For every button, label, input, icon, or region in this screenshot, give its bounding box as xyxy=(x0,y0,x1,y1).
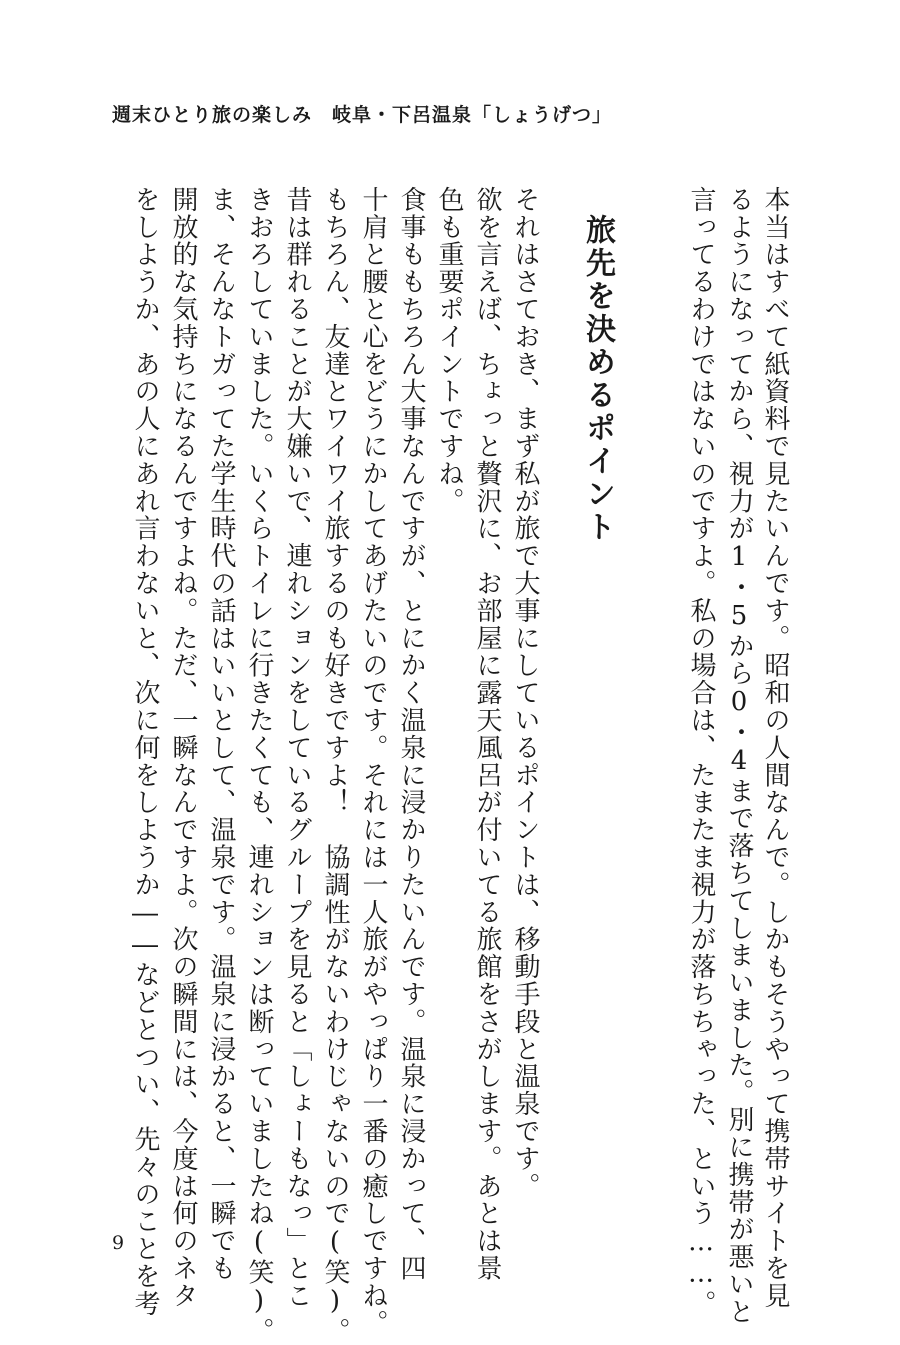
body-column-11: をしようか、あの人にあれ言わないと、次に何をしようか――などとつい、先々のことを考 xyxy=(130,186,160,1318)
intro-column-1: 本当はすべて紙資料で見たいんです。昭和の人間なんで。しかもそうやって携帯サイトを見 xyxy=(760,186,790,1310)
body-column-5: 十肩と腰と心をどうにかしてあげたいのです。それには一人旅がやっぱり一番の癒しですね。 xyxy=(358,186,388,1337)
body-column-9: ま、そんなトガってた学生時代の話はいいとして、温泉です。温泉に浸かると、一瞬でも xyxy=(206,186,236,1282)
page-number: 9 xyxy=(112,1232,125,1254)
body-column-8: きおろしていました。いくらトイレに行きたくても、連れションは断っていましたね(笑)。 xyxy=(244,186,274,1345)
running-head: 週末ひとり旅の楽しみ 岐阜・下呂温泉「しょうげつ」 xyxy=(112,104,613,126)
section-heading: 旅先を決めるポイント xyxy=(580,214,615,544)
body-column-6: もちろん、友達とワイワイ旅するのも好きですよ！ 協調性がないわけじゃないので(笑)。 xyxy=(320,186,350,1345)
intro-column-2: るようになってから、視力が1・5から0・4まで落ちてしまいました。別に携帯が悪いと xyxy=(724,186,754,1326)
body-column-3: 色も重要ポイントですね。 xyxy=(434,186,464,515)
body-column-4: 食事ももちろん大事なんですが、とにかく温泉に浸かりたいんです。温泉に浸かって、四 xyxy=(396,186,426,1282)
intro-column-3: 言ってるわけではないのですよ。私の場合は、たまたま視力が落ちちゃった、という……。 xyxy=(686,186,716,1318)
body-column-2: 欲を言えば、ちょっと贅沢に、お部屋に露天風呂が付いてる旅館をさがします。あとは景 xyxy=(472,186,502,1282)
body-column-10: 開放的な気持ちになるんですよね。ただ、一瞬なんですよ。次の瞬間には、今度は何のネタ xyxy=(168,186,198,1310)
body-column-7: 昔は群れることが大嫌いで、連れションをしているグループを見ると「しょーもなっ」とこ xyxy=(282,186,312,1310)
body-column-1: それはさておき、まず私が旅で大事にしているポイントは、移動手段と温泉です。 xyxy=(510,186,540,1200)
